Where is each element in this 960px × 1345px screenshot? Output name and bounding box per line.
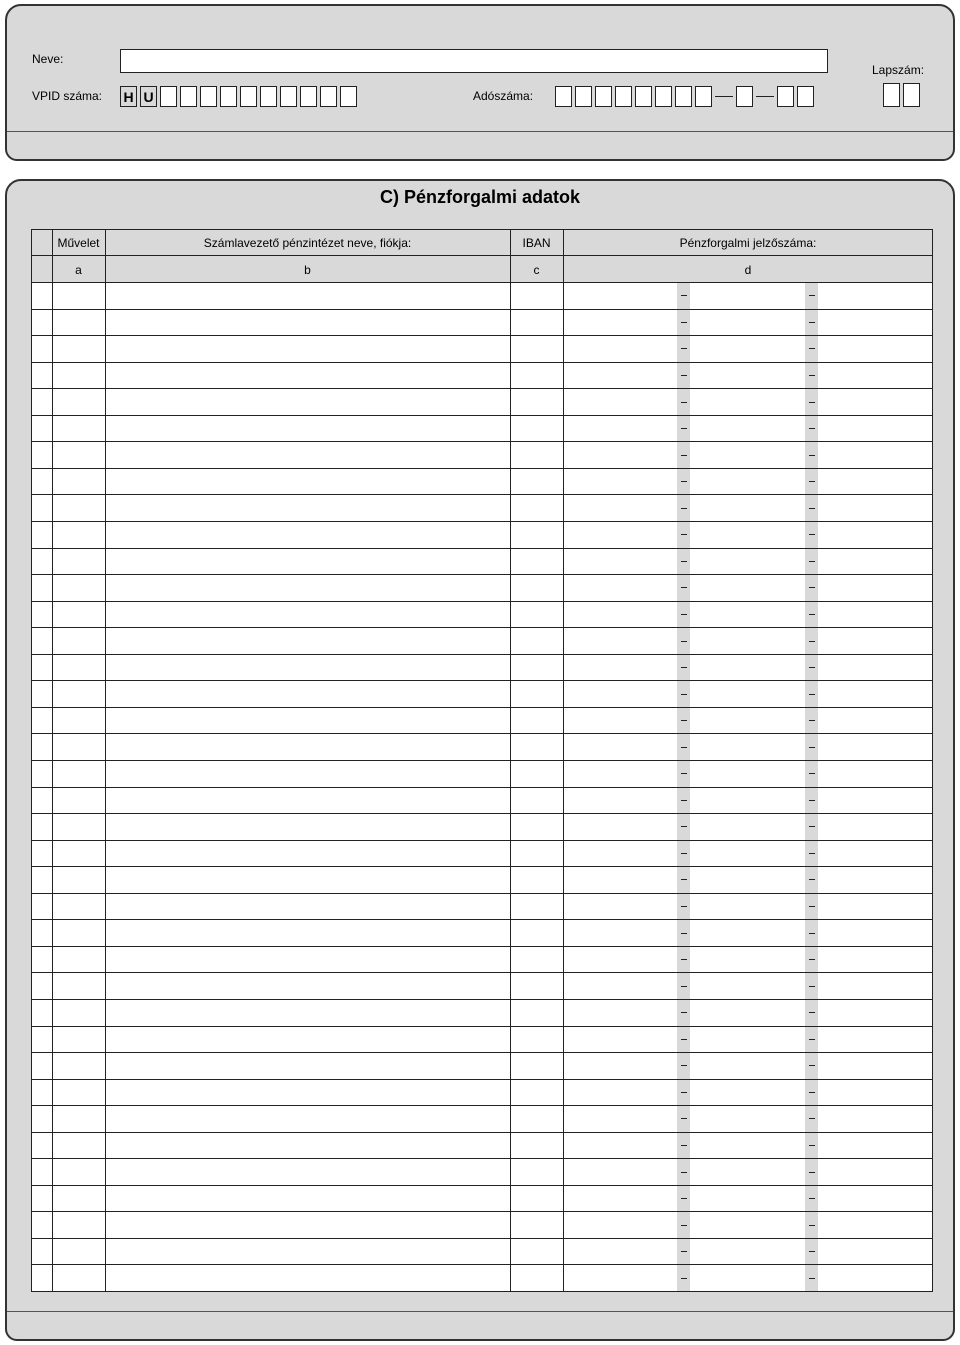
jelzoszam-dash	[681, 1012, 687, 1013]
jelzoszam-dash	[681, 1251, 687, 1252]
table-row	[32, 388, 932, 389]
table-row	[32, 733, 932, 734]
jelzoszam-dash	[809, 614, 815, 615]
jelzoszam-dash	[809, 667, 815, 668]
jelzoszam-dash	[809, 428, 815, 429]
jelzoszam-dash	[681, 587, 687, 588]
adoszama-cell[interactable]	[695, 86, 712, 107]
table-row	[32, 840, 932, 841]
jelzoszam-dash	[681, 375, 687, 376]
table-row	[32, 999, 932, 1000]
jelzoszam-dash	[809, 1012, 815, 1013]
col-letter-a: a	[75, 263, 82, 277]
table-row	[32, 1264, 932, 1265]
table-row	[32, 813, 932, 814]
jelzoszam-dash	[681, 694, 687, 695]
lapszam-cell[interactable]	[903, 83, 920, 107]
jelzoszam-dash	[681, 348, 687, 349]
jelzoszam-dash	[681, 402, 687, 403]
jelzoszam-dash	[681, 481, 687, 482]
adoszama-cell[interactable]	[555, 86, 572, 107]
table-row	[32, 441, 932, 442]
jelzoszam-dash	[809, 1225, 815, 1226]
table-row	[32, 309, 932, 310]
adoszama-label: Adószáma:	[473, 89, 534, 103]
jelzoszam-dash	[809, 773, 815, 774]
jelzoszam-dash	[681, 614, 687, 615]
header-row-divider	[32, 255, 932, 256]
jelzoszam-dash	[681, 1118, 687, 1119]
vpid-cell[interactable]	[160, 86, 177, 107]
col-letter-d: d	[744, 263, 752, 277]
jelzoszam-dash	[809, 1065, 815, 1066]
jelzoszam-dash	[681, 1225, 687, 1226]
jelzoszam-dash	[809, 508, 815, 509]
adoszama-cell[interactable]	[635, 86, 652, 107]
jelzoszam-dash	[681, 534, 687, 535]
table-row	[32, 521, 932, 522]
col-header-jelzoszam: Pénzforgalmi jelzőszáma:	[679, 236, 817, 250]
table-row	[32, 1185, 932, 1186]
jelzoszam-dash	[809, 986, 815, 987]
jelzoszam-dash	[809, 1251, 815, 1252]
adoszama-dash	[715, 96, 733, 97]
jelzoszam-dash	[809, 295, 815, 296]
jelzoszam-dash	[681, 959, 687, 960]
jelzoszam-dash	[681, 800, 687, 801]
jelzoszam-dash	[809, 402, 815, 403]
jelzoszam-dash	[681, 1198, 687, 1199]
vpid-cell[interactable]	[320, 86, 337, 107]
jelzoszam-dash	[809, 1145, 815, 1146]
table-row	[32, 1211, 932, 1212]
jelzoszam-dash	[809, 1198, 815, 1199]
table-row	[32, 866, 932, 867]
jelzoszam-dash	[681, 826, 687, 827]
jelzoszam-dash	[681, 773, 687, 774]
jelzoszam-dash	[681, 667, 687, 668]
jelzoszam-dash	[681, 1092, 687, 1093]
vpid-cell-prefix: H	[120, 86, 137, 107]
adoszama-cell[interactable]	[736, 86, 753, 107]
header-divider	[7, 131, 953, 132]
jelzoszam-dash	[681, 641, 687, 642]
jelzoszam-dash	[809, 720, 815, 721]
vpid-cell[interactable]	[240, 86, 257, 107]
header-row-divider	[32, 282, 932, 283]
table-row	[32, 627, 932, 628]
table-row	[32, 760, 932, 761]
table-row	[32, 893, 932, 894]
table-row	[32, 1238, 932, 1239]
jelzoszam-dash	[681, 455, 687, 456]
jelzoszam-dash	[809, 641, 815, 642]
vpid-cell[interactable]	[200, 86, 217, 107]
cash-flow-table	[31, 229, 933, 1292]
vpid-cell[interactable]	[300, 86, 317, 107]
jelzoszam-dash	[809, 534, 815, 535]
table-row	[32, 680, 932, 681]
jelzoszam-dash	[809, 1278, 815, 1279]
jelzoszam-dash	[809, 933, 815, 934]
jelzoszam-dash	[809, 694, 815, 695]
jelzoszam-dash	[681, 1172, 687, 1173]
jelzoszam-dash	[681, 428, 687, 429]
table-row	[32, 362, 932, 363]
jelzoszam-dash	[809, 826, 815, 827]
adoszama-cell[interactable]	[615, 86, 632, 107]
header-panel	[5, 4, 955, 161]
adoszama-cell[interactable]	[655, 86, 672, 107]
table-row	[32, 468, 932, 469]
adoszama-cells	[555, 86, 817, 107]
vpid-cell[interactable]	[180, 86, 197, 107]
table-row	[32, 972, 932, 973]
jelzoszam-dash	[809, 455, 815, 456]
jelzoszam-dash	[809, 561, 815, 562]
lapszam-cells	[883, 83, 923, 107]
adoszama-cell[interactable]	[777, 86, 794, 107]
table-row	[32, 335, 932, 336]
jelzoszam-dash	[681, 720, 687, 721]
vpid-cell[interactable]	[220, 86, 237, 107]
jelzoszam-dash	[681, 1278, 687, 1279]
vpid-label: VPID száma:	[32, 89, 103, 103]
jelzoszam-dash	[681, 906, 687, 907]
lapszam-label: Lapszám:	[872, 63, 925, 77]
jelzoszam-dash	[809, 1172, 815, 1173]
jelzoszam-dash	[809, 1118, 815, 1119]
adoszama-cell[interactable]	[595, 86, 612, 107]
col-header-penzintezet: Számlavezető pénzintézet neve, fiókja:	[203, 236, 412, 250]
vpid-cell[interactable]	[260, 86, 277, 107]
table-row	[32, 1132, 932, 1133]
jelzoszam-dash	[809, 1039, 815, 1040]
jelzoszam-dash	[809, 747, 815, 748]
table-row	[32, 548, 932, 549]
jelzoszam-dash	[809, 481, 815, 482]
table-row	[32, 1158, 932, 1159]
jelzoszam-dash	[809, 879, 815, 880]
jelzoszam-dash	[681, 986, 687, 987]
lapszam-cell[interactable]	[883, 83, 900, 107]
jelzoszam-dash	[681, 322, 687, 323]
col-letter-c: c	[533, 263, 540, 277]
table-row	[32, 601, 932, 602]
jelzoszam-dash	[809, 1092, 815, 1093]
table-row	[32, 707, 932, 708]
table-row	[32, 919, 932, 920]
vpid-cell-prefix: U	[140, 86, 157, 107]
jelzoszam-dash	[681, 508, 687, 509]
table-row	[32, 1079, 932, 1080]
table-row	[32, 415, 932, 416]
vpid-cell[interactable]	[340, 86, 357, 107]
table-row	[32, 1105, 932, 1106]
jelzoszam-dash	[681, 747, 687, 748]
vpid-cell[interactable]	[280, 86, 297, 107]
jelzoszam-dash	[681, 879, 687, 880]
jelzoszam-dash	[809, 959, 815, 960]
adoszama-cell[interactable]	[575, 86, 592, 107]
table-row	[32, 574, 932, 575]
table-row	[32, 1026, 932, 1027]
table-row	[32, 494, 932, 495]
jelzoszam-dash	[809, 906, 815, 907]
col-letter-b: b	[304, 263, 311, 277]
jelzoszam-dash	[809, 375, 815, 376]
jelzoszam-dash	[681, 561, 687, 562]
adoszama-cell[interactable]	[797, 86, 814, 107]
jelzoszam-dash	[809, 853, 815, 854]
table-row	[32, 654, 932, 655]
col-header-muvelet: Művelet	[57, 236, 100, 250]
col-header-iban: IBAN	[522, 236, 551, 250]
footer-divider	[7, 1311, 953, 1312]
header-corner	[32, 230, 52, 282]
section-title: C) Pénzforgalmi adatok	[379, 187, 581, 207]
cash-flow-panel	[5, 179, 955, 1341]
jelzoszam-dash	[681, 295, 687, 296]
jelzoszam-dash	[809, 800, 815, 801]
jelzoszam-dash	[681, 1145, 687, 1146]
jelzoszam-dash	[809, 587, 815, 588]
jelzoszam-dash	[809, 322, 815, 323]
adoszama-cell[interactable]	[675, 86, 692, 107]
neve-input[interactable]	[120, 49, 828, 73]
table-row	[32, 1052, 932, 1053]
adoszama-dash	[756, 96, 774, 97]
jelzoszam-dash	[681, 1065, 687, 1066]
table-row	[32, 946, 932, 947]
jelzoszam-dash	[681, 853, 687, 854]
jelzoszam-dash	[809, 348, 815, 349]
table-row	[32, 787, 932, 788]
jelzoszam-dash	[681, 933, 687, 934]
neve-label: Neve:	[32, 52, 64, 66]
jelzoszam-dash	[681, 1039, 687, 1040]
vpid-number-cells	[120, 86, 360, 107]
